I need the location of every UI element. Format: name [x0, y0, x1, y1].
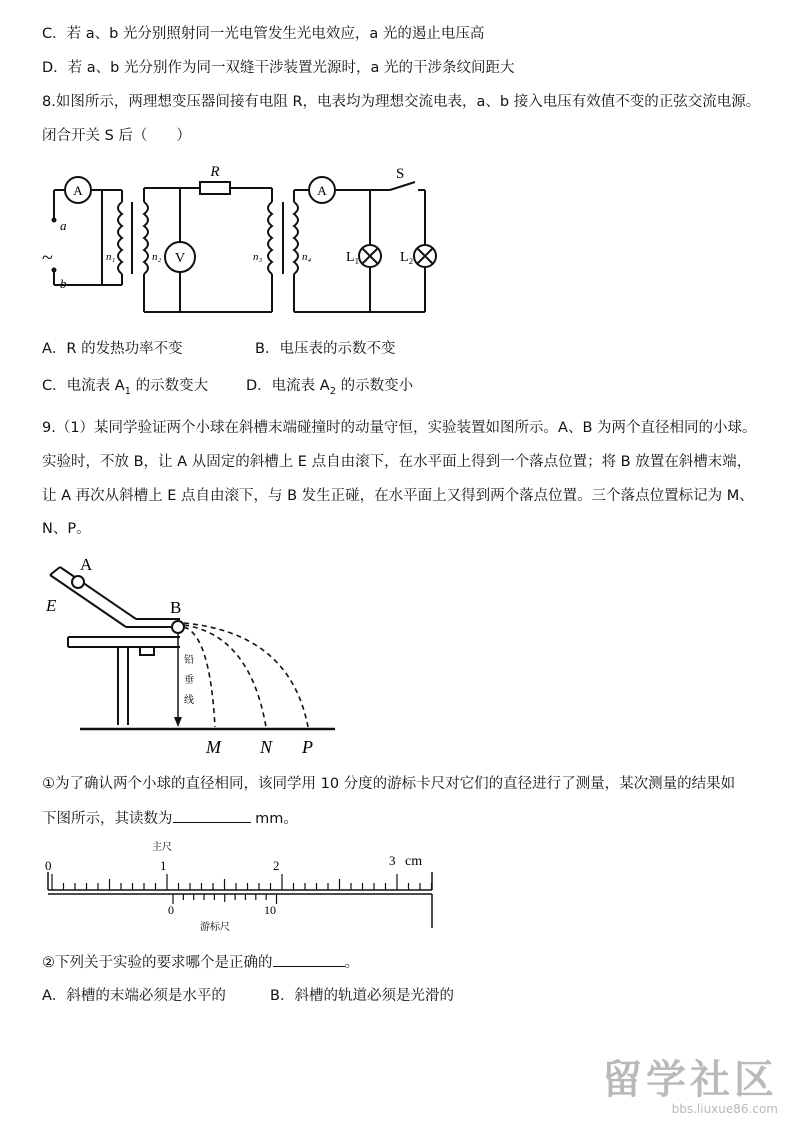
coil-n1-label: n₁ [106, 251, 116, 263]
q9-sub2: ②下列关于实验的要求哪个是正确的 。 [42, 952, 359, 973]
vernier-tick-10: 10 [264, 903, 276, 917]
main-tick-1: 1 [160, 858, 167, 873]
q8-option-c: C．电流表 $A_1$ 的示数变大 [42, 378, 209, 397]
label-n: N [260, 737, 273, 757]
coil-n2-label: n₂ [152, 251, 162, 263]
ammeter-a2-label: A [317, 183, 327, 198]
coil-n4-label: n₄ [302, 251, 312, 263]
plumb-char-2: 垂 [184, 675, 194, 686]
lamp-l2-label: L₂ [400, 250, 414, 265]
vernier-tick-0: 0 [168, 903, 174, 917]
ball-b-icon [172, 621, 184, 633]
terminal-a-label: a [60, 218, 67, 233]
vernier-caliper-diagram [40, 838, 440, 938]
label-a: A [80, 555, 93, 574]
label-e: E [46, 596, 57, 615]
q8-option-b: B．电压表的示数不变 [255, 341, 396, 357]
q8-stem-line1: 8.如图所示，两理想变压器间接有电阻 R，电表均为理想交流电表，a、b 接入电压有效值不变的正弦交流电源。 [42, 94, 761, 110]
q9-stem-line3: 让 A 再次从斜槽上 E 点自由滚下，与 B 发生正碰，在水平面上又得到两个落点位置。三个落点位置标记为 M、 [42, 488, 754, 504]
plumb-char-3: 线 [184, 695, 194, 706]
ac-source-symbol: ~ [42, 247, 53, 269]
q9-stem-line1: 9.（1）某同学验证两个小球在斜槽末端碰撞时的动量守恒，实验装置如图所示。A、B 为两个直径相同的小球。 [42, 420, 757, 436]
q9-option-a: A．斜槽的末端必须是水平的 [42, 988, 226, 1004]
ammeter-a1-label: A [73, 183, 83, 198]
switch-label: S [396, 166, 405, 182]
coil-n3-label: n₃ [253, 251, 263, 263]
main-tick-2: 2 [273, 858, 280, 873]
label-p: P [302, 737, 313, 757]
watermark-brand: 留学社区 [602, 1057, 778, 1103]
q8-circuit-diagram [40, 160, 440, 325]
q9-apparatus-diagram [40, 555, 340, 760]
terminal-b-label: b [60, 276, 67, 291]
ball-a-icon [72, 576, 84, 588]
main-tick-3: 3 [389, 853, 396, 868]
label-b: B [170, 598, 182, 617]
q7-option-d: D．若 a、b 光分别作为同一双缝干涉装置光源时，a 光的干涉条纹间距大 [42, 60, 515, 76]
q9-option-b: B．斜槽的轨道必须是光滑的 [270, 988, 454, 1004]
resistor-label: R [210, 164, 220, 180]
plumb-char-1: 铅 [184, 655, 194, 666]
q9-stem-line2: 实验时，不放 B，让 A 从固定的斜槽上 E 点自由滚下，在水平面上得到一个落点位置；将 B 放置在斜槽末端， [42, 454, 752, 470]
q9-stem-line4: N、P。 [42, 521, 91, 537]
q8-option-d: D．电流表 $A_2$ 的示数变小 [246, 378, 414, 397]
watermark [602, 1058, 778, 1116]
q8-option-a: A．R 的发热功率不变 [42, 341, 183, 357]
answer-blank-reading[interactable] [173, 808, 251, 823]
voltmeter-label: V [174, 251, 186, 266]
lamp-l1-icon [359, 245, 381, 267]
lamp-l1-label: L₁ [346, 250, 360, 265]
q9-sub1-line1: ①为了确认两个小球的直径相同，该同学用 10 分度的游标卡尺对它们的直径进行了测量，某次测量的结果如 [42, 776, 736, 792]
answer-blank-choice[interactable] [273, 952, 345, 967]
main-tick-0: 0 [45, 858, 52, 873]
unit-label: cm [405, 854, 423, 869]
watermark-url: bbs.liuxue86.com [671, 1102, 778, 1116]
q8-stem-line2: 闭合开关 S 后（ ） [42, 128, 191, 144]
q7-option-c: C．若 a、b 光分别照射同一光电管发生光电效应，a 光的遏止电压高 [42, 26, 485, 42]
main-scale-label: 主尺 [152, 842, 172, 853]
vernier-scale-label: 游标尺 [200, 922, 230, 933]
lamp-l2-icon [414, 245, 436, 267]
q9-sub1-line2: 下图所示，其读数为 mm。 [42, 808, 298, 829]
label-m: M [206, 737, 221, 757]
